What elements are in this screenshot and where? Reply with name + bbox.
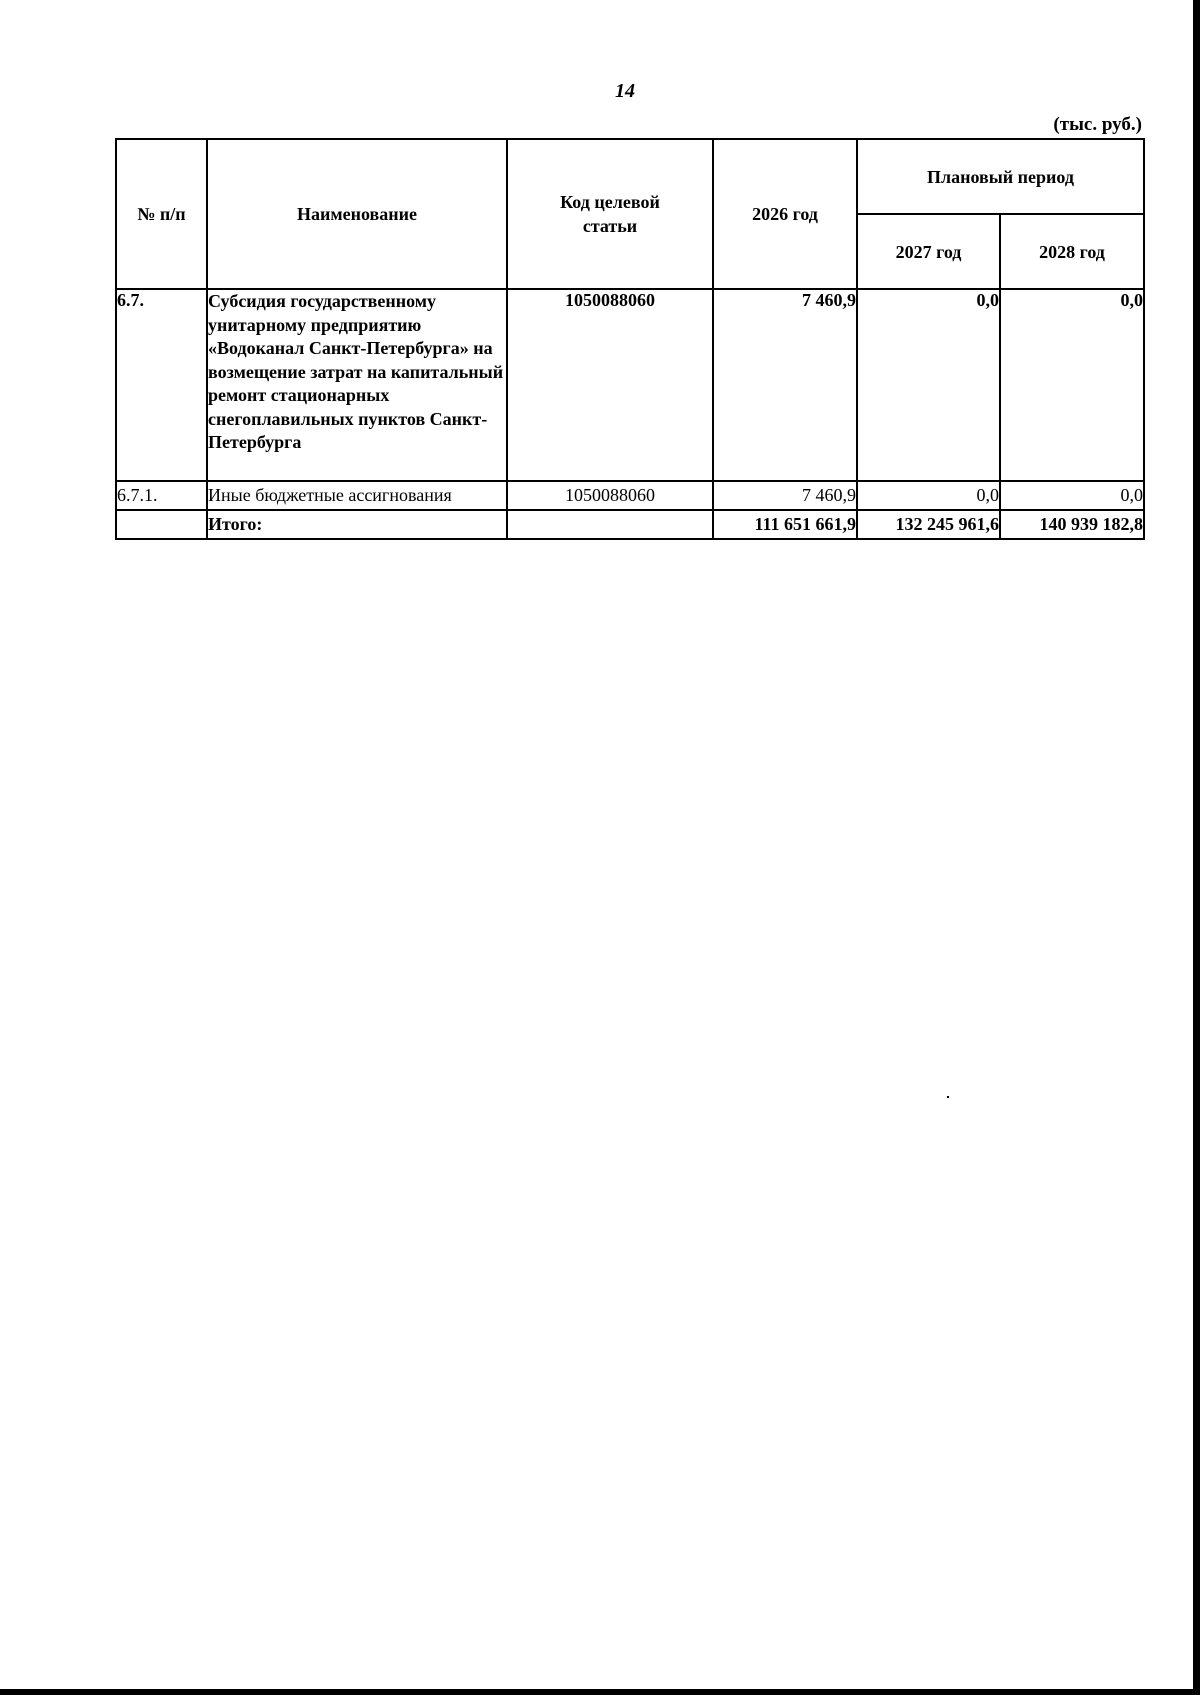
row-code: 1050088060 bbox=[507, 481, 713, 510]
total-label: Итого: bbox=[207, 510, 507, 539]
row-value-2026: 7 460,9 bbox=[713, 289, 857, 481]
row-value-2027: 0,0 bbox=[857, 289, 1000, 481]
row-value-2026: 7 460,9 bbox=[713, 481, 857, 510]
header-2027: 2027 год bbox=[857, 214, 1000, 289]
row-name: Субсидия государственному унитарному предприятию «Водоканал Санкт-Петербурга» на возмещение затрат на капитальный ремонт стационарных снегоплавильных пунктов Санкт-Петербурга bbox=[207, 289, 507, 481]
header-2026: 2026 год bbox=[713, 139, 857, 289]
header-code: Код целевой статьи bbox=[507, 139, 713, 289]
table-row bbox=[116, 289, 1144, 481]
row-value-2027: 0,0 bbox=[857, 481, 1000, 510]
row-num: 6.7.1. bbox=[116, 481, 207, 510]
row-value-2028: 0,0 bbox=[1000, 481, 1144, 510]
table-row bbox=[116, 481, 1144, 510]
total-value-2027: 132 245 961,6 bbox=[857, 510, 1000, 539]
table-total-row bbox=[116, 510, 1144, 539]
header-name: Наименование bbox=[207, 139, 507, 289]
row-name: Иные бюджетные ассигнования bbox=[207, 481, 507, 510]
scan-speck bbox=[947, 1096, 949, 1098]
header-2028: 2028 год bbox=[1000, 214, 1144, 289]
budget-table bbox=[115, 138, 1145, 540]
total-code bbox=[507, 510, 713, 539]
header-plan-period: Плановый период bbox=[857, 139, 1144, 214]
row-value-2028: 0,0 bbox=[1000, 289, 1144, 481]
page-number: 14 bbox=[615, 80, 635, 102]
units-label: (тыс. руб.) bbox=[1053, 114, 1142, 135]
row-num: 6.7. bbox=[116, 289, 207, 481]
total-value-2026: 111 651 661,9 bbox=[713, 510, 857, 539]
total-num bbox=[116, 510, 207, 539]
page-frame-right bbox=[1193, 0, 1200, 1695]
total-value-2028: 140 939 182,8 bbox=[1000, 510, 1144, 539]
row-code: 1050088060 bbox=[507, 289, 713, 481]
page-frame-bottom bbox=[0, 1689, 1200, 1695]
table-header-row bbox=[116, 139, 1144, 214]
header-num: № п/п bbox=[116, 139, 207, 289]
